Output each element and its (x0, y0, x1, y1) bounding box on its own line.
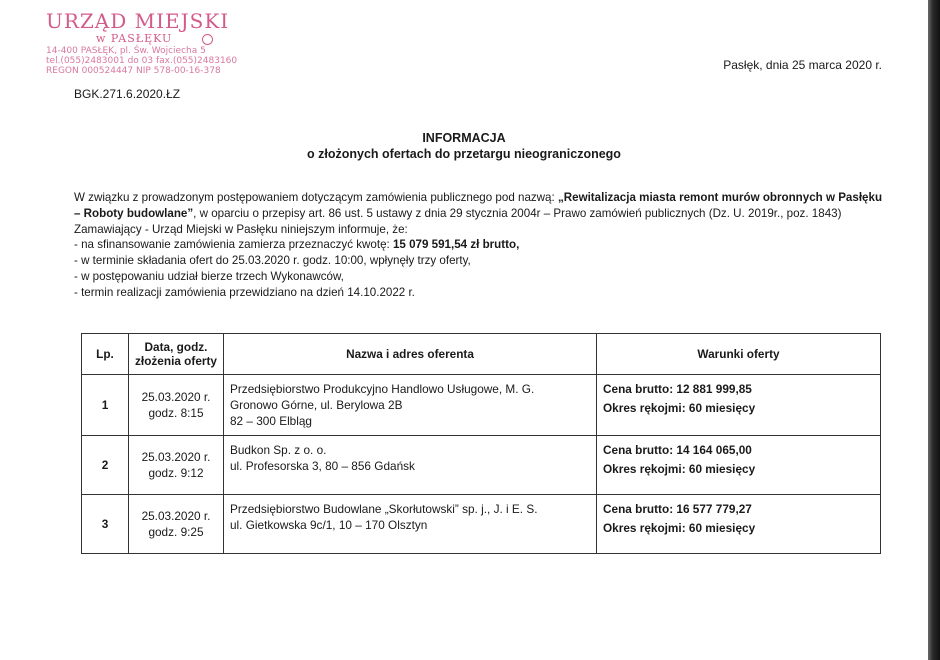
document-subtitle: o złożonych ofertach do przetargu nieograniczonego (307, 147, 621, 161)
stamp-line: 14-400 PASŁĘK, pl. Św. Wojciecha 5 (46, 46, 206, 56)
table-header-row (82, 334, 881, 375)
office-stamp (46, 10, 246, 76)
info-line: - w postępowaniu udział bierze trzech Wykonawców, (74, 269, 344, 283)
cell-conditions: Cena brutto: 12 881 999,85 Okres rękojmi: 60 miesięcy (597, 375, 881, 436)
document-title: INFORMACJA (422, 131, 506, 145)
reference-number: BGK.271.6.2020.ŁZ (74, 87, 181, 101)
cell-date: 25.03.2020 r. godz. 8:15 (129, 375, 224, 436)
stamp-circle-icon (202, 34, 213, 45)
cell-conditions: Cena brutto: 16 577 779,27 Okres rękojmi: 60 miesięcy (597, 495, 881, 554)
place-date: Pasłęk, dnia 25 marca 2020 r. (723, 58, 882, 72)
header-date: Data, godz. złożenia oferty (129, 334, 224, 375)
stamp-title: URZĄD MIEJSKI (46, 9, 230, 33)
cell-date: 25.03.2020 r. godz. 9:25 (129, 495, 224, 554)
budget-line: - na sfinansowanie zamówienia zamierza przeznaczyć kwotę: 15 079 591,54 zł brutto, (74, 238, 520, 252)
cell-conditions: Cena brutto: 14 164 065,00 Okres rękojmi: 60 miesięcy (597, 436, 881, 495)
info-line: - termin realizacji zamówienia przewidziano na dzień 14.10.2022 r. (74, 285, 415, 299)
budget-amount: 15 079 591,54 zł brutto, (392, 238, 520, 252)
cell-lp: 1 (82, 375, 129, 436)
scan-edge (928, 0, 940, 660)
offers-table (81, 333, 881, 554)
contract-name: „Rewitalizacja miasta remont murów obronnych w Pasłęku – Roboty budowlane” (74, 191, 883, 220)
body-text (74, 190, 890, 301)
stamp-line: tel.(055)2483001 do 03 fax.(055)2483160 (46, 56, 238, 66)
table-row (82, 375, 881, 436)
header-lp: Lp. (82, 334, 129, 375)
stamp-line: REGON 000524447 NIP 578-00-16-378 (46, 66, 221, 76)
cell-lp: 3 (82, 495, 129, 554)
info-line: - w terminie składania ofert do 25.03.2020 r. godz. 10:00, wpłynęły trzy oferty, (74, 254, 471, 268)
header-name: Nazwa i adres oferenta (224, 334, 597, 375)
cell-date: 25.03.2020 r. godz. 9:12 (129, 436, 224, 495)
cell-bidder: Przedsiębiorstwo Budowlane „Skorłutowski” sp. j., J. i E. S. ul. Gietkowska 9c/1, 10 – 170 Olsztyn (224, 495, 597, 554)
cell-lp: 2 (82, 436, 129, 495)
cell-bidder: Przedsiębiorstwo Produkcyjno Handlowo Usługowe, M. G. Gronowo Górne, ul. Berylowa 2B 82 – 300 Elbląg (224, 375, 597, 436)
intro-paragraph: W związku z prowadzonym postępowaniem dotyczącym zamówienia publicznego pod nazwą: „Rewitalizacja miasta remont murów obronnych w Pasłęku – Roboty budowlane”, w oparciu o przepisy art. 86 ust. 5 ustawy z dnia 29 stycznia 2004r – Prawo zamówień publicznych (Dz. U. 2019r., poz. 1843) Zamawiający - Urząd Miejski w Pasłęku niniejszym informuje, że: (74, 191, 883, 236)
header-conditions: Warunki oferty (597, 334, 881, 375)
table-row (82, 495, 881, 554)
stamp-subtitle: w PASŁĘKU (96, 32, 246, 46)
table-row (82, 436, 881, 495)
cell-bidder: Budkon Sp. z o. o. ul. Profesorska 3, 80 – 856 Gdańsk (224, 436, 597, 495)
